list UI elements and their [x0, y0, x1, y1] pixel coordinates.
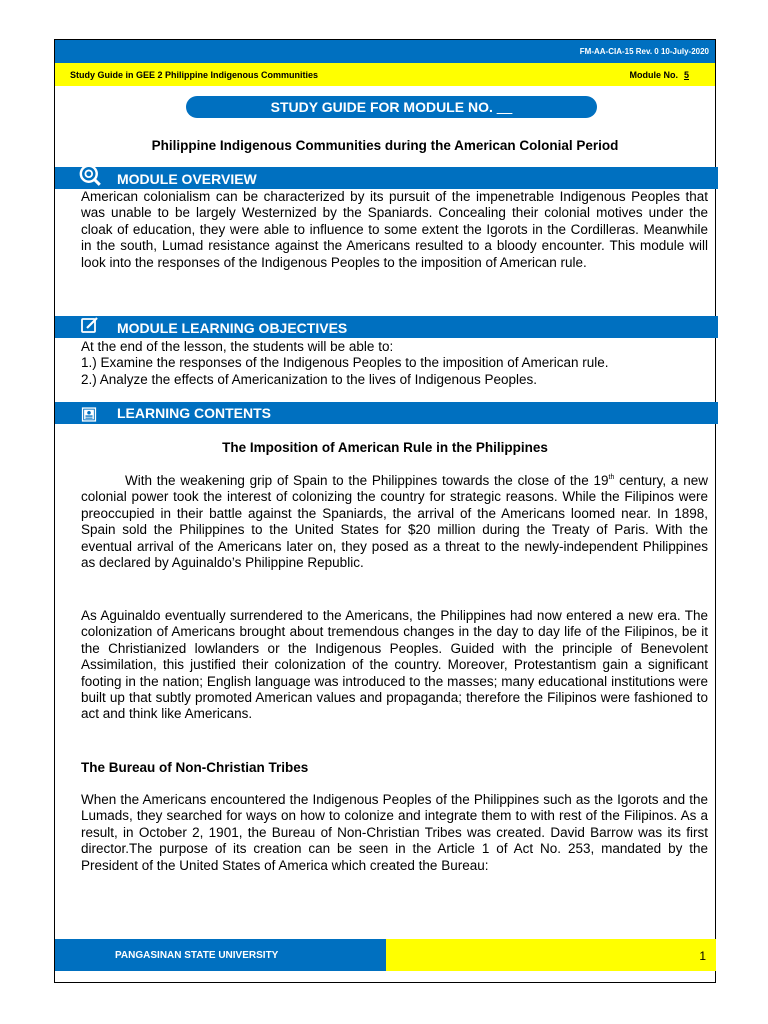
contents-section-bar	[55, 402, 718, 424]
study-guide-banner	[186, 96, 597, 118]
section-title: The Imposition of American Rule in the Philippines	[222, 440, 548, 455]
footer-university-bar	[55, 939, 386, 971]
document-code: FM-AA-CIA-15 Rev. 0 10-July-2020	[579, 47, 709, 56]
banner-blank: __	[496, 99, 513, 115]
overview-heading: MODULE OVERVIEW	[117, 171, 257, 187]
objectives-section-bar	[55, 316, 718, 338]
content-paragraph-3: When the Americans encountered the Indigenous Peoples of the Philippines such as the Igorots and the Lumads, they searched for ways on how to colonize and integrate them to with rest of the Filipinos. As a result, in October 2, 1901, the Bureau of Non-Christian Tribes was created. David Barrow was its first director.The purpose of its creation can be seen in the Article 1 of Act No. 253, mandated by the President of the United States of America which created the Bureau:	[81, 792, 708, 873]
page-title: Philippine Indigenous Communities during the American Colonial Period	[151, 138, 619, 153]
magnifier-icon	[79, 164, 101, 186]
module-number-value: 5	[683, 70, 689, 80]
objective-item: 1.) Examine the responses of the Indigenous Peoples to the imposition of American rule.	[81, 355, 609, 371]
banner-text: STUDY GUIDE FOR MODULE NO.	[270, 99, 493, 115]
header-code-bar	[55, 40, 715, 63]
objectives-intro: At the end of the lesson, the students will be able to:	[81, 339, 394, 354]
p1-sup: th	[608, 474, 615, 481]
content-paragraph-1	[81, 473, 708, 571]
objective-item: 2.) Analyze the effects of Americanization to the lives of Indigenous Peoples.	[81, 371, 538, 387]
p1-rest: century, a new colonial power took the interest of colonizing the country for strategic reasons. While the Filipinos were preoccupied in their battle against the Spaniards, the arrival of the Americans loomed near. In 1898, Spain sold the Philippines to the United States for $20 million during the Treaty of Paris. With the eventual arrival of the Americans later on, they posed as a threat to the newly-independent Philippines as declared by Aguinaldo’s Philippine Republic.	[81, 473, 708, 571]
book-icon	[81, 406, 97, 423]
university-name: PANGASINAN STATE UNIVERSITY	[115, 950, 279, 961]
pencil-icon	[81, 316, 99, 334]
p1-start: With the weakening grip of Spain to the Philippines towards the close of the 19	[125, 473, 609, 488]
header-info-bar	[55, 63, 715, 86]
module-label: Module No.	[629, 70, 678, 80]
overview-text: American colonialism can be characterized by its pursuit of the impenetrable Indigenous Peoples that was unable to be largely Westernized by the Spaniards. Concealing their colonial motives under the cloak of education, they were able to influence to some extent the Igorots in the Cordilleras. Meanwhile in the south, Lumad resistance against the Americans resulted to a bloody encounter. This module will look into the responses of the Indigenous Peoples to the imposition of American rule.	[81, 189, 708, 270]
module-number	[629, 70, 695, 80]
page-number: 1	[699, 949, 706, 963]
objectives-list	[81, 339, 708, 388]
footer-page-bar	[386, 939, 716, 971]
overview-section-bar	[55, 167, 718, 189]
objectives-heading: MODULE LEARNING OBJECTIVES	[117, 320, 348, 336]
contents-heading: LEARNING CONTENTS	[117, 405, 271, 421]
content-paragraph-2: As Aguinaldo eventually surrendered to the Americans, the Philippines had now entered a new era. The colonization of Americans brought about tremendous changes in the day to day life of the Filipinos, be it the Christianized lowlanders or the Indigenous Peoples. Guided with the principle of Benevolent Assimilation, this justified their colonization of the country. Moreover, Protestantism gain a significant footing in the nation; English language was introduced to the masses; many educational institutions were built up that subtly promoted American values and propaganda; therefore the Filipinos were fashioned to act and think like Americans.	[81, 608, 708, 722]
study-guide-title: Study Guide in GEE 2 Philippine Indigenous Communities	[70, 70, 319, 80]
bureau-subheading: The Bureau of Non-Christian Tribes	[81, 760, 309, 775]
